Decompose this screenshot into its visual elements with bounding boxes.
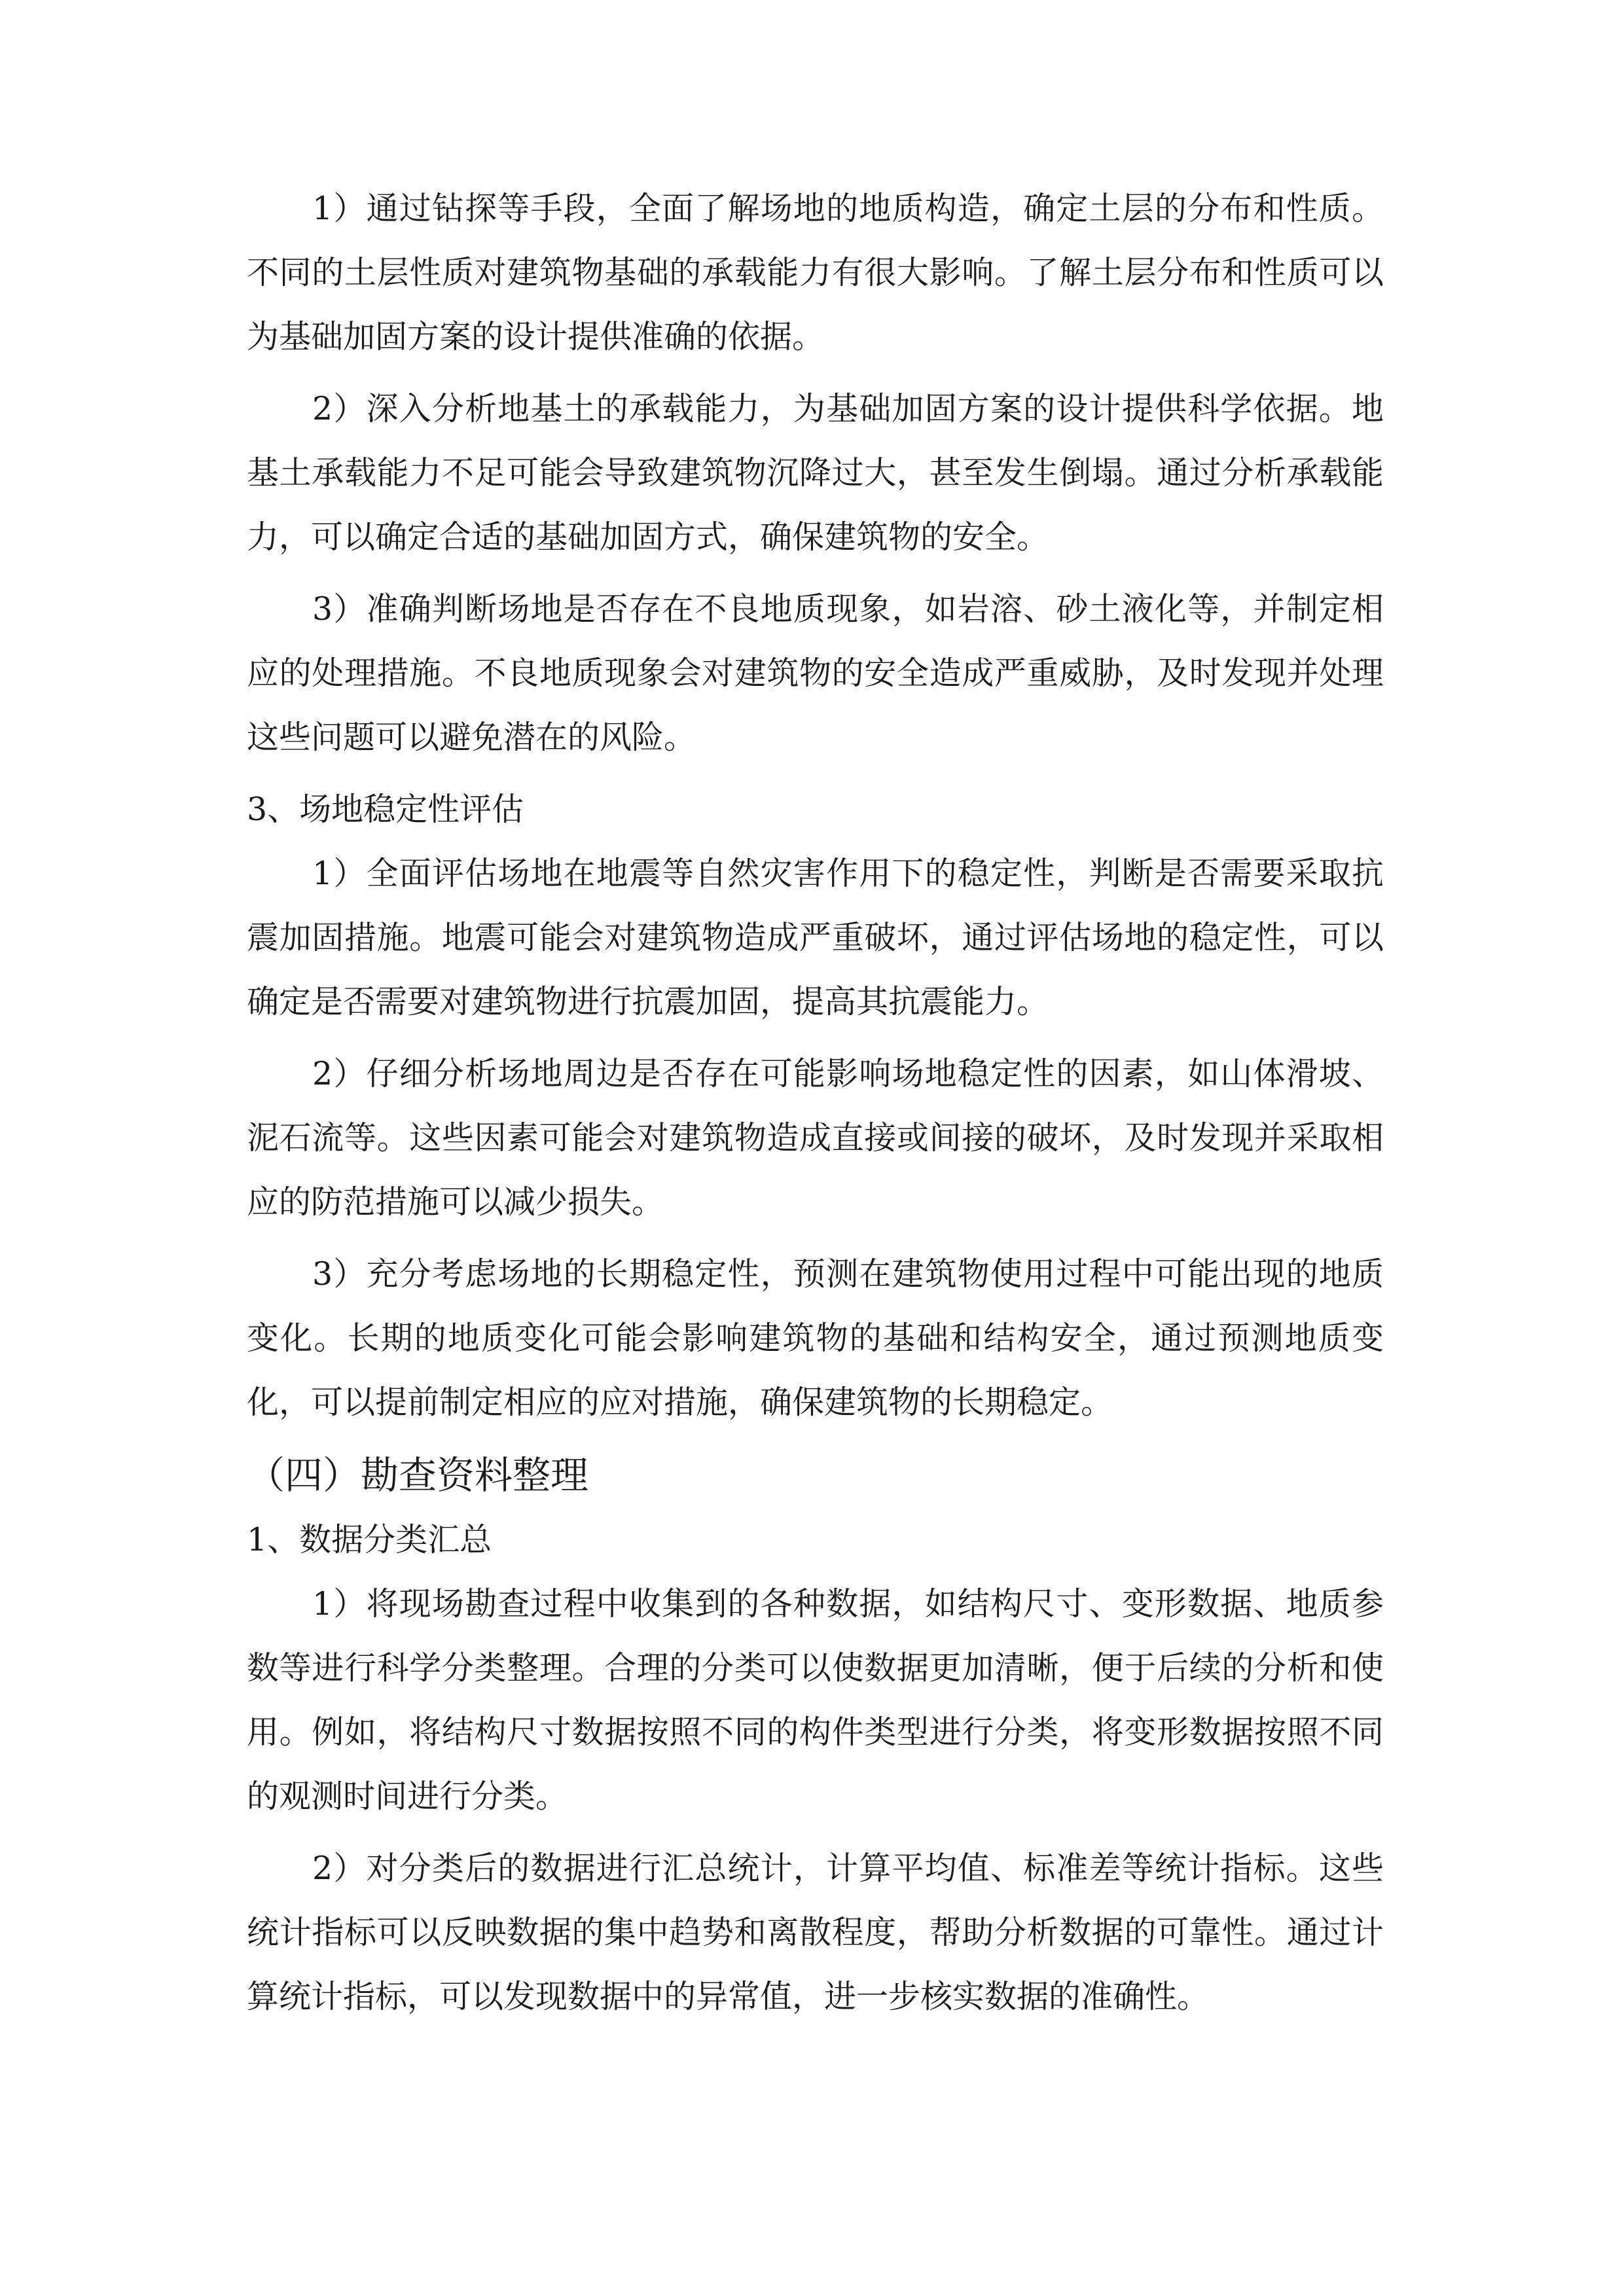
paragraph-bearing-capacity: 2）深入分析地基土的承载能力，为基础加固方案的设计提供科学依据。地基土承载能力不足可能会导致建筑物沉降过大，甚至发生倒塌。通过分析承载能力，可以确定合适的基础加固方式，确保建筑物的安全。: [247, 390, 1384, 556]
paragraph-seismic-stability: 1）全面评估场地在地震等自然灾害作用下的稳定性，判断是否需要采取抗震加固措施。地震可能会对建筑物造成严重破坏，通过评估场地的稳定性，可以确定是否需要对建筑物进行抗震加固，提高其抗震能力。: [247, 855, 1384, 1020]
paragraph-data-sorting: 1）将现场勘查过程中收集到的各种数据，如结构尺寸、变形数据、地质参数等进行科学分类整理。合理的分类可以使数据更加清晰，便于后续的分析和使用。例如，将结构尺寸数据按照不同的构件类型进行分类，将变形数据按照不同的观测时间进行分类。: [247, 1585, 1384, 1815]
section-heading-survey-data: （四）勘查资料整理: [247, 1453, 589, 1498]
subheading-site-stability: 3、场地稳定性评估: [247, 791, 524, 828]
paragraph-data-statistics: 2）对分类后的数据进行汇总统计，计算平均值、标准差等统计指标。这些统计指标可以反映数据的集中趋势和离散程度，帮助分析数据的可靠性。通过计算统计指标，可以发现数据中的异常值，进一步核实数据的准确性。: [247, 1850, 1384, 2015]
paragraph-site-geology: 1）通过钻探等手段，全面了解场地的地质构造，确定土层的分布和性质。不同的土层性质对建筑物基础的承载能力有很大影响。了解土层分布和性质可以为基础加固方案的设计提供准确的依据。: [247, 190, 1384, 355]
document-body: [247, 177, 1384, 2037]
paragraph-long-term-stability: 3）充分考虑场地的长期稳定性，预测在建筑物使用过程中可能出现的地质变化。长期的地质变化可能会影响建筑物的基础和结构安全，通过预测地质变化，可以提前制定相应的应对措施，确保建筑物的长期稳定。: [247, 1255, 1384, 1421]
subheading-data-classification: 1、数据分类汇总: [247, 1521, 492, 1558]
paragraph-adverse-geology: 3）准确判断场地是否存在不良地质现象，如岩溶、砂土液化等，并制定相应的处理措施。不良地质现象会对建筑物的安全造成严重威胁，及时发现并处理这些问题可以避免潜在的风险。: [247, 590, 1384, 756]
paragraph-surrounding-factors: 2）仔细分析场地周边是否存在可能影响场地稳定性的因素，如山体滑坡、泥石流等。这些因素可能会对建筑物造成直接或间接的破坏，及时发现并采取相应的防范措施可以减少损失。: [247, 1055, 1384, 1221]
